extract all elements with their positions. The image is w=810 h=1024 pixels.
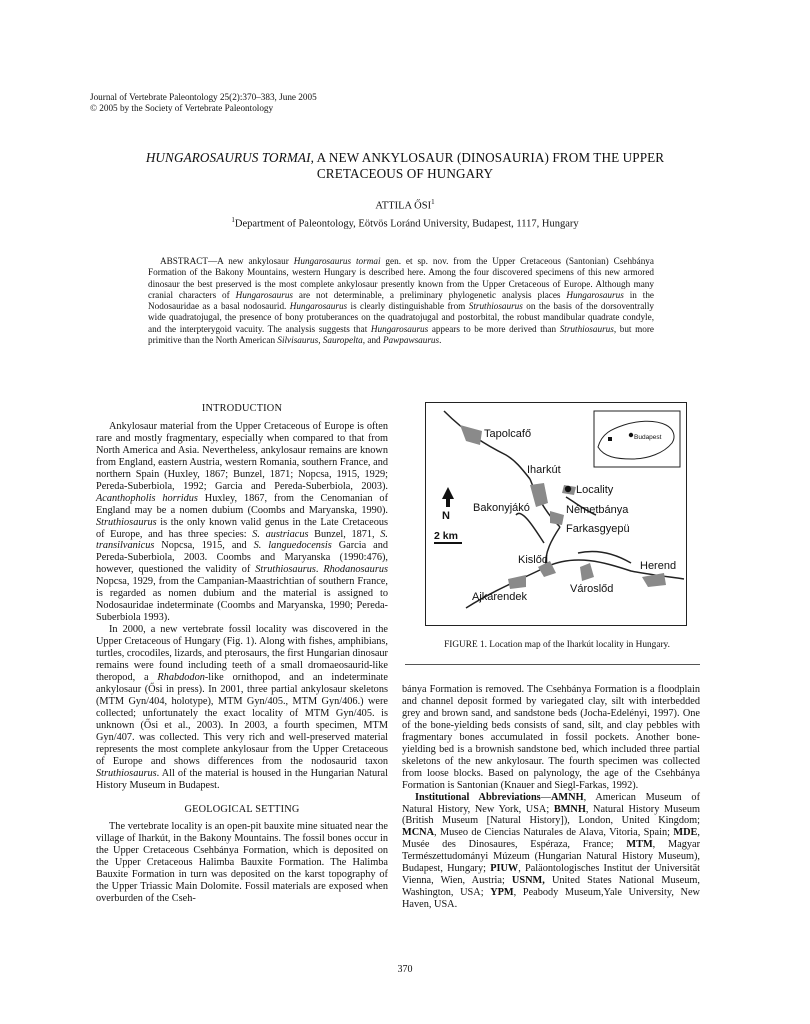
abstract-text: gen. et sp. nov. from the Upper Cretaceous (Santonian) Csehbánya Formation of the Bakony Mountains, western Hungary is described here. Among the four discovered specimens of this new armored dinosaur the best preserved is the most complete ankylosaur presently known from the Upper Cretaceous of Europe. Although many cranial characters of bbox=[148, 256, 654, 300]
title-rest-2: CRETACEOUS OF HUNGARY bbox=[316, 166, 494, 181]
label-budapest: Budapest bbox=[634, 434, 662, 441]
inset-locality-square bbox=[608, 437, 612, 441]
journal-header bbox=[90, 92, 317, 113]
abstract-text: appears to be more derived than bbox=[428, 323, 560, 334]
abstract-italic: Hungarosaurus bbox=[289, 301, 348, 312]
article-title bbox=[100, 150, 710, 182]
label-bakonyjako: Bakonyjákó bbox=[473, 502, 530, 514]
abstract-text: , but more primitive than the North American bbox=[148, 323, 654, 346]
abstract-text: ABSTRACT—A new ankylosaur bbox=[160, 256, 294, 266]
label-ajkarendek: Ajkarendek bbox=[472, 591, 528, 603]
abstract-italic: Struthiosaurus bbox=[468, 301, 523, 312]
abstract-text: on the basis of the dorsoventrally wide quadratojugal, the presence of bony protuberances on the quadratojugal and postorbital, the robust mandibular quadrate condyle, and the interpterygoid vacuity. The analysis suggests that bbox=[148, 301, 654, 334]
abstract-italic: Silvisaurus, Sauropelta, bbox=[277, 335, 366, 346]
affiliation-sup: 1 bbox=[231, 215, 235, 224]
abstract-text: in the Nodosauridae as a basal nodosaurid. bbox=[148, 289, 654, 312]
geology-paragraph-continued: bánya Formation is removed. The Csehbánya Formation is a floodplain and channel deposit formed by variegated clay, silt with interbedded grey and brown sand, and sandstone beds (Jocha-Edelényi, 1997). One of the bone-yielding beds consists of sand, silt, and clay pebbles with fragmentary bones accumulated in fossil pockets. Another bone-yielding bed is a brownish sandstone bed, which included three partial skeletons of the new ankylosaur. The fourth specimen was collected from loose blocks. Based on palynology, the age of the Csehbánya Formation is Santonian (Knauer and Siegl-Farkas, 1992). bbox=[402, 684, 700, 791]
label-nemetbanya: Németbánya bbox=[566, 504, 629, 516]
label-kislod: Kislőd bbox=[518, 554, 548, 566]
title-rest-1: , A NEW ANKYLOSAUR (DINOSAURIA) FROM THE UPPER bbox=[310, 150, 665, 165]
north-arrow bbox=[442, 487, 454, 522]
settlement-varoslod bbox=[580, 563, 594, 581]
label-locality: Locality bbox=[576, 484, 614, 496]
settlement-herend bbox=[642, 573, 666, 587]
figure-caption: FIGURE 1. Location map of the Iharkút locality in Hungary. bbox=[444, 640, 670, 650]
settlement-farkasgyepu bbox=[550, 511, 564, 525]
author-name: ATTILA ŐSI bbox=[375, 200, 432, 212]
journal-copyright: © 2005 by the Society of Vertebrate Paleontology bbox=[90, 102, 274, 113]
figure-divider bbox=[405, 664, 700, 665]
road-kislod bbox=[578, 551, 631, 563]
abstract-italic: Hungarosaurus bbox=[566, 289, 624, 300]
abstract-text: . bbox=[439, 335, 442, 346]
abstract-italic: Pawpawsaurus bbox=[382, 335, 440, 346]
road-north bbox=[444, 411, 530, 479]
road-bakonyjako bbox=[516, 513, 544, 543]
abstract bbox=[148, 256, 654, 346]
title-taxon: HUNGAROSAURUS TORMAI bbox=[145, 150, 311, 165]
map-svg bbox=[426, 403, 686, 625]
settlement-ajkarendek bbox=[508, 575, 526, 589]
abstract-text: is clearly distinguishable from bbox=[347, 301, 469, 312]
label-tapolcafo: Tapolcafő bbox=[484, 428, 532, 440]
heading-geological-setting: GEOLOGICAL SETTING bbox=[184, 803, 300, 815]
author-block bbox=[100, 196, 710, 230]
right-column bbox=[402, 684, 700, 911]
page-number: 370 bbox=[397, 964, 413, 975]
author-sup: 1 bbox=[431, 198, 435, 206]
abstract-text: are not determinable, a preliminary phylogenetic analysis places bbox=[293, 289, 567, 300]
scale-bar bbox=[434, 530, 462, 543]
abstract-italic: Hungarosaurus tormai bbox=[293, 256, 381, 266]
intro-paragraph-2: In 2000, a new vertebrate fossil locality was discovered in the Upper Cretaceous of Hungary (Fig. 1). Along with fishes, amphibians, turtles, crocodiles, lizards, and pterosaurs, the first Hungarian dinosaur remains were found including teeth of a small dromaeosaurid-like theropod, a Rhabdodon-like ornithopod, and an indeterminate ankylosaur (Ősi in press). In 2001, three partial ankylosaur skeletons (MTM Gyn/404, holotype), MTM Gyn/405., MTM Gyn/406.) were collected; unfortunately the exact locality of MTM Gyn/405. is unknown (Ősi et al., 2003). In 2003, a fourth specimen, MTM Gyn/407. was collected. This very rich and well-preserved material represents the most complete ankylosaur from the Upper Cretaceous of Europe and shows differences from the nodosaurid taxon Struthiosaurus. All of the material is housed in the Hungarian Natural History Museum in Budapest. bbox=[96, 624, 388, 791]
abstract-italic: Struthiosaurus bbox=[559, 323, 614, 334]
abstract-text: and bbox=[365, 335, 383, 346]
label-farkasgyepu: Farkasgyepü bbox=[566, 523, 630, 535]
north-label: N bbox=[442, 510, 450, 522]
heading-introduction: INTRODUCTION bbox=[201, 403, 283, 414]
locality-dot bbox=[565, 486, 571, 492]
left-column bbox=[96, 403, 388, 905]
author-affiliation: Department of Paleontology, Eötvös Loránd University, Budapest, 1117, Hungary bbox=[234, 218, 579, 229]
abstract-italic: Hungarosaurus bbox=[235, 289, 293, 300]
settlement-tapolcafo bbox=[460, 425, 482, 445]
journal-citation: Journal of Vertebrate Paleontology 25(2):370–383, June 2005 bbox=[90, 92, 317, 102]
settlement-bakonyjako bbox=[530, 483, 548, 507]
location-map bbox=[425, 402, 687, 626]
intro-paragraph-1: Ankylosaur material from the Upper Cretaceous of Europe is often rare and mostly fragmentary, especially when compared to that from North America and Asia. Nevertheless, ankylosaur remains are known from England, eastern Austria, western Romania, southern France, and northern Spain (Huxley, 1867; Bunzel, 1871; Nopcsa, 1915, 1929; Pereda-Suberbiola, 1992; Garcia and Pereda-Suberbiola, 2003). Acanthopholis horridus Huxley, 1867, from the Cenomanian of England may be a nomen dubium (Coombs and Maryanska, 1990). Struthiosaurus is the only known valid genus in the Late Cretaceous of Europe, and has three species: S. austriacus Bunzel, 1871, S. transilvanicus Nopcsa, 1915, and S. languedocensis Garcia and Pereda-Suberbiola, 2003. Coombs and Maryanska (1990:476), however, questioned the validity of Struthiosaurus. Rhodanosaurus Nopcsa, 1929, from the Campanian-Maastrichtian of southern France, is regarded as nomen dubium and the material is assigned to Nodosauridae indeterminate (Coombs and Maryanska, 1990; Pereda-Suberbiola 1993). bbox=[96, 420, 388, 624]
abbreviations-paragraph: Institutional Abbreviations—AMNH, American Museum of Natural History, New York, USA; BMNH, Natural History Museum (British Museum [Natural History]), London, United Kingdom; MCNA, Museo de Ciencias Naturales de Alava, Vitoria, Spain; MDE, Musée des Dinosaures, Espéraza, France; MTM, Magyar Természettudományi Múzeum (Hungarian Natural History Museum), Budapest, Hungary; PIUW, Paläontologisches Institut der Universität Vienna, Wien, Austria; USNM, United States National Museum, Washington, USA; YPM, Peabody Museum,Yale University, New Haven, USA. bbox=[402, 791, 701, 911]
scale-label: 2 km bbox=[434, 530, 458, 542]
geology-paragraph-1: The vertebrate locality is an open-pit bauxite mine situated near the village of Iharkút, in the Bakony Mountains. The fossil bones occur in the Upper Cretaceous Csehbánya Formation, which is deposited on the Upper Cretaceous Halimba Bauxite Formation. The Halimba Bauxite Formation in turn was deposited on the karst topography of the Upper Triassic Main Dolomite. Fossil materials are exposed when overburden of the Cseh- bbox=[96, 821, 388, 905]
inset-budapest-dot bbox=[629, 433, 633, 437]
label-varoslod: Városlőd bbox=[570, 583, 614, 595]
label-herend: Herend bbox=[640, 560, 677, 572]
abstract-italic: Hungarosaurus bbox=[370, 323, 429, 334]
label-iharkut: Iharkút bbox=[527, 464, 561, 476]
